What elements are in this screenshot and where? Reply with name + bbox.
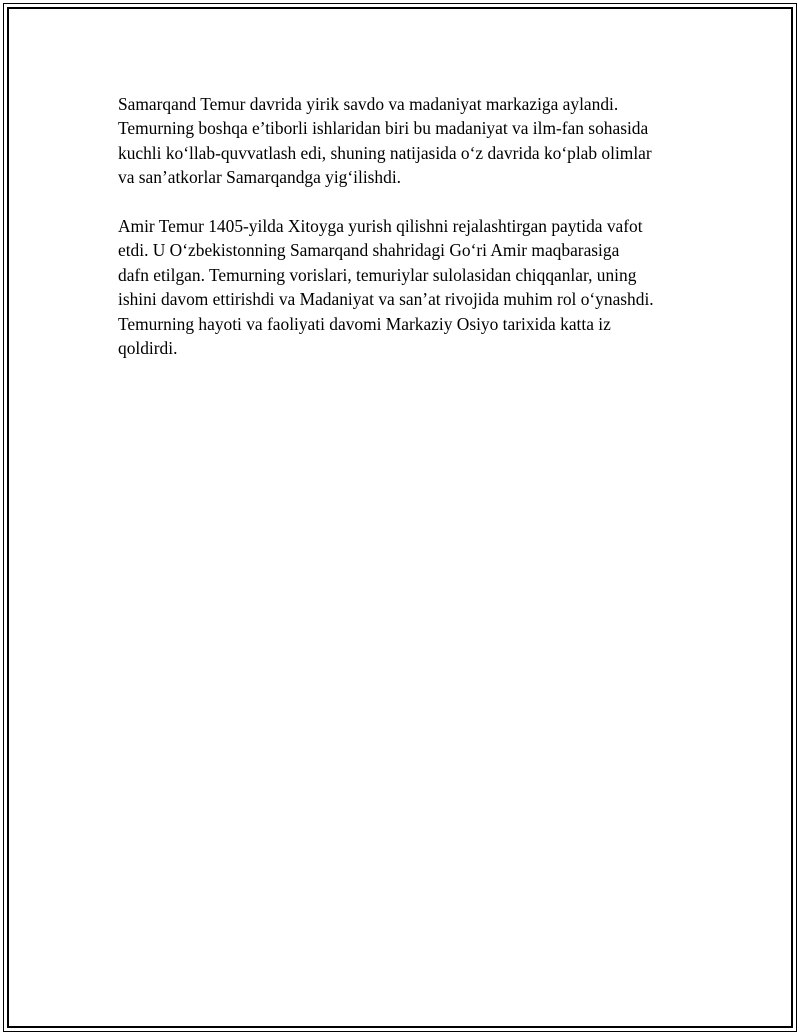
paragraph-2-line-1: Amir Temur 1405-yilda Xitoyga yurish qilishni rejalashtirgan paytida vafot: [118, 216, 643, 237]
paragraph-1-line-4: va san’atkorlar Samarqandga yig‘ilishdi.: [118, 167, 401, 188]
paragraph-2-line-2: etdi. U O‘zbekistonning Samarqand shahridagi Go‘ri Amir maqbarasiga: [118, 240, 620, 261]
paragraph-2-line-4: ishini davom ettirishdi va Madaniyat va san’at rivojida muhim rol o‘ynashdi.: [118, 289, 654, 310]
paragraph-2-line-6: qoldirdi.: [118, 338, 178, 359]
paragraph-1-line-3: kuchli ko‘llab-quvvatlash edi, shuning natijasida o‘z davrida ko‘plab olimlar: [118, 142, 652, 163]
paragraph-1: [118, 92, 698, 190]
paragraph-1-line-2: Temurning boshqa e’tiborli ishlaridan biri bu madaniyat va ilm-fan sohasida: [118, 118, 649, 139]
paragraph-2: [118, 214, 698, 360]
paragraph-2-line-3: dafn etilgan. Temurning vorislari, temuriylar sulolasidan chiqqanlar, uning: [118, 264, 637, 285]
paragraph-1-line-1: Samarqand Temur davrida yirik savdo va madaniyat markaziga aylandi.: [118, 94, 619, 114]
paragraph-2-line-5: Temurning hayoti va faoliyati davomi Markaziy Osiyo tarixida katta iz: [118, 313, 611, 334]
document-body: [118, 92, 698, 360]
